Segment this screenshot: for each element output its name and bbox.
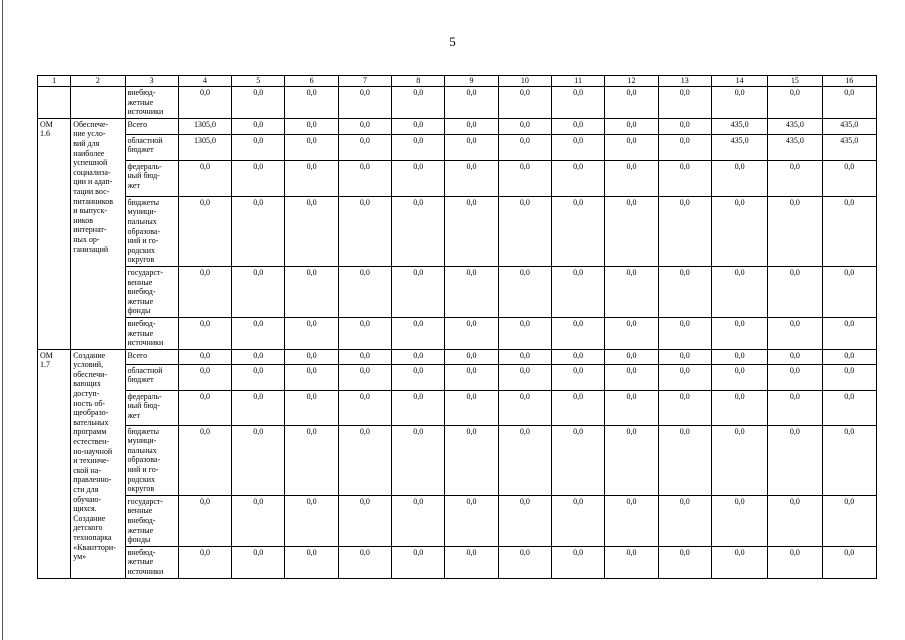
value-cell-col-9: 0,0 [445, 87, 498, 119]
measure-name [71, 87, 125, 119]
value-cell-col-8: 0,0 [392, 364, 445, 390]
value-cell-col-12: 0,0 [605, 87, 658, 119]
value-cell-col-5: 0,0 [232, 425, 285, 495]
value-cell-col-13: 0,0 [658, 546, 711, 578]
table-row [38, 266, 877, 317]
column-header-13: 13 [658, 76, 711, 87]
value-cell-col-12: 0,0 [605, 134, 658, 160]
value-cell-col-14: 0,0 [711, 364, 767, 390]
column-header-3: 3 [125, 76, 178, 87]
value-cell-col-13: 0,0 [658, 196, 711, 266]
table-row [38, 546, 877, 578]
value-cell-col-16: 0,0 [822, 266, 876, 317]
column-header-14: 14 [711, 76, 767, 87]
value-cell-col-8: 0,0 [392, 390, 445, 425]
value-cell-col-11: 0,0 [552, 160, 605, 196]
value-cell-col-4: 0,0 [178, 160, 231, 196]
value-cell-col-4: 0,0 [178, 266, 231, 317]
value-cell-col-9: 0,0 [445, 364, 498, 390]
funding-source: внебюд- жетные источники [125, 546, 178, 578]
value-cell-col-14: 435,0 [711, 118, 767, 134]
funding-source: государст- венные внебюд- жетные фонды [125, 495, 178, 546]
table-row [38, 317, 877, 349]
column-header-7: 7 [338, 76, 391, 87]
table-row [38, 425, 877, 495]
value-cell-col-15: 435,0 [768, 118, 822, 134]
value-cell-col-10: 0,0 [498, 546, 551, 578]
column-header-12: 12 [605, 76, 658, 87]
value-cell-col-9: 0,0 [445, 495, 498, 546]
value-cell-col-12: 0,0 [605, 349, 658, 364]
value-cell-col-15: 0,0 [768, 87, 822, 119]
column-header-16: 16 [822, 76, 876, 87]
value-cell-col-7: 0,0 [338, 317, 391, 349]
funding-source: федераль- ный бюд- жет [125, 390, 178, 425]
measure-name: Создание условий, обеспечи- вающих доступ- ность об- щеобразо- вательных программ естествен- но-научной и техниче- ской на- правленно- сти для обучаю- щихся. Создание детского технопарка «Кванттори- ум» [71, 349, 125, 578]
value-cell-col-11: 0,0 [552, 364, 605, 390]
value-cell-col-14: 0,0 [711, 160, 767, 196]
value-cell-col-6: 0,0 [285, 425, 338, 495]
value-cell-col-6: 0,0 [285, 495, 338, 546]
value-cell-col-8: 0,0 [392, 87, 445, 119]
value-cell-col-5: 0,0 [232, 134, 285, 160]
value-cell-col-12: 0,0 [605, 317, 658, 349]
value-cell-col-13: 0,0 [658, 87, 711, 119]
value-cell-col-11: 0,0 [552, 425, 605, 495]
table-row [38, 118, 877, 134]
column-header-5: 5 [232, 76, 285, 87]
value-cell-col-16: 435,0 [822, 134, 876, 160]
column-header-10: 10 [498, 76, 551, 87]
value-cell-col-7: 0,0 [338, 134, 391, 160]
value-cell-col-15: 435,0 [768, 134, 822, 160]
column-header-9: 9 [445, 76, 498, 87]
value-cell-col-4: 0,0 [178, 87, 231, 119]
value-cell-col-15: 0,0 [768, 425, 822, 495]
value-cell-col-5: 0,0 [232, 196, 285, 266]
value-cell-col-7: 0,0 [338, 118, 391, 134]
value-cell-col-13: 0,0 [658, 349, 711, 364]
value-cell-col-13: 0,0 [658, 390, 711, 425]
value-cell-col-11: 0,0 [552, 390, 605, 425]
value-cell-col-11: 0,0 [552, 118, 605, 134]
value-cell-col-10: 0,0 [498, 160, 551, 196]
value-cell-col-14: 0,0 [711, 390, 767, 425]
table-row [38, 160, 877, 196]
value-cell-col-13: 0,0 [658, 317, 711, 349]
value-cell-col-15: 0,0 [768, 196, 822, 266]
column-header-2: 2 [71, 76, 125, 87]
value-cell-col-5: 0,0 [232, 87, 285, 119]
value-cell-col-16: 0,0 [822, 196, 876, 266]
value-cell-col-10: 0,0 [498, 317, 551, 349]
value-cell-col-14: 0,0 [711, 266, 767, 317]
table-row [38, 390, 877, 425]
table-header-row [38, 76, 877, 87]
value-cell-col-8: 0,0 [392, 546, 445, 578]
measure-name: Обеспече- ние усло- вий для наиболее успешной социализа- ции и адап- тации вос- питанников и выпуск- ников интернат- ных ор- ганизаций [71, 118, 125, 349]
value-cell-col-7: 0,0 [338, 160, 391, 196]
value-cell-col-4: 0,0 [178, 546, 231, 578]
value-cell-col-12: 0,0 [605, 118, 658, 134]
value-cell-col-15: 0,0 [768, 317, 822, 349]
value-cell-col-6: 0,0 [285, 349, 338, 364]
page-number: 5 [449, 34, 456, 49]
value-cell-col-9: 0,0 [445, 349, 498, 364]
value-cell-col-6: 0,0 [285, 160, 338, 196]
table-row [38, 364, 877, 390]
column-header-11: 11 [552, 76, 605, 87]
value-cell-col-10: 0,0 [498, 87, 551, 119]
funding-source: бюджеты муници- пальных образова- ний и го- родских округов [125, 196, 178, 266]
funding-source: Всего [125, 118, 178, 134]
value-cell-col-7: 0,0 [338, 425, 391, 495]
value-cell-col-8: 0,0 [392, 425, 445, 495]
value-cell-col-13: 0,0 [658, 118, 711, 134]
funding-source: бюджеты муници- пальных образова- ний и го- родских округов [125, 425, 178, 495]
measure-code: ОМ 1.7 [38, 349, 71, 578]
value-cell-col-14: 0,0 [711, 546, 767, 578]
value-cell-col-9: 0,0 [445, 317, 498, 349]
value-cell-col-9: 0,0 [445, 134, 498, 160]
value-cell-col-6: 0,0 [285, 87, 338, 119]
column-header-1: 1 [38, 76, 71, 87]
value-cell-col-16: 0,0 [822, 160, 876, 196]
value-cell-col-9: 0,0 [445, 390, 498, 425]
value-cell-col-5: 0,0 [232, 390, 285, 425]
value-cell-col-4: 0,0 [178, 349, 231, 364]
value-cell-col-15: 0,0 [768, 160, 822, 196]
value-cell-col-16: 0,0 [822, 425, 876, 495]
value-cell-col-11: 0,0 [552, 317, 605, 349]
value-cell-col-15: 0,0 [768, 390, 822, 425]
table-row [38, 349, 877, 364]
value-cell-col-13: 0,0 [658, 134, 711, 160]
value-cell-col-12: 0,0 [605, 364, 658, 390]
value-cell-col-12: 0,0 [605, 546, 658, 578]
value-cell-col-13: 0,0 [658, 160, 711, 196]
value-cell-col-9: 0,0 [445, 118, 498, 134]
value-cell-col-13: 0,0 [658, 495, 711, 546]
value-cell-col-10: 0,0 [498, 364, 551, 390]
funding-source: внебюд- жетные источники [125, 87, 178, 119]
value-cell-col-5: 0,0 [232, 160, 285, 196]
value-cell-col-10: 0,0 [498, 266, 551, 317]
value-cell-col-4: 0,0 [178, 425, 231, 495]
value-cell-col-10: 0,0 [498, 495, 551, 546]
value-cell-col-12: 0,0 [605, 266, 658, 317]
value-cell-col-9: 0,0 [445, 546, 498, 578]
value-cell-col-14: 0,0 [711, 495, 767, 546]
value-cell-col-8: 0,0 [392, 495, 445, 546]
value-cell-col-5: 0,0 [232, 118, 285, 134]
value-cell-col-10: 0,0 [498, 425, 551, 495]
value-cell-col-14: 435,0 [711, 134, 767, 160]
value-cell-col-10: 0,0 [498, 118, 551, 134]
value-cell-col-9: 0,0 [445, 425, 498, 495]
value-cell-col-15: 0,0 [768, 546, 822, 578]
value-cell-col-4: 0,0 [178, 317, 231, 349]
column-header-6: 6 [285, 76, 338, 87]
value-cell-col-5: 0,0 [232, 364, 285, 390]
value-cell-col-10: 0,0 [498, 349, 551, 364]
value-cell-col-6: 0,0 [285, 546, 338, 578]
funding-source: Всего [125, 349, 178, 364]
value-cell-col-11: 0,0 [552, 546, 605, 578]
value-cell-col-7: 0,0 [338, 546, 391, 578]
value-cell-col-4: 0,0 [178, 196, 231, 266]
value-cell-col-9: 0,0 [445, 160, 498, 196]
value-cell-col-8: 0,0 [392, 196, 445, 266]
value-cell-col-4: 1305,0 [178, 134, 231, 160]
value-cell-col-6: 0,0 [285, 390, 338, 425]
measure-code: ОМ 1.6 [38, 118, 71, 349]
value-cell-col-11: 0,0 [552, 349, 605, 364]
funding-source: внебюд- жетные источники [125, 317, 178, 349]
value-cell-col-14: 0,0 [711, 317, 767, 349]
table-body [38, 87, 877, 579]
value-cell-col-8: 0,0 [392, 349, 445, 364]
value-cell-col-10: 0,0 [498, 390, 551, 425]
table-row [38, 196, 877, 266]
value-cell-col-12: 0,0 [605, 160, 658, 196]
value-cell-col-7: 0,0 [338, 495, 391, 546]
value-cell-col-14: 0,0 [711, 349, 767, 364]
value-cell-col-5: 0,0 [232, 495, 285, 546]
value-cell-col-5: 0,0 [232, 546, 285, 578]
value-cell-col-16: 435,0 [822, 118, 876, 134]
page-edge-line [2, 0, 3, 640]
value-cell-col-13: 0,0 [658, 425, 711, 495]
funding-source: государст- венные внебюд- жетные фонды [125, 266, 178, 317]
value-cell-col-4: 0,0 [178, 364, 231, 390]
column-header-8: 8 [392, 76, 445, 87]
measure-code [38, 87, 71, 119]
table-row [38, 134, 877, 160]
value-cell-col-14: 0,0 [711, 196, 767, 266]
value-cell-col-7: 0,0 [338, 87, 391, 119]
value-cell-col-16: 0,0 [822, 87, 876, 119]
value-cell-col-4: 0,0 [178, 495, 231, 546]
value-cell-col-14: 0,0 [711, 87, 767, 119]
value-cell-col-7: 0,0 [338, 266, 391, 317]
value-cell-col-12: 0,0 [605, 425, 658, 495]
value-cell-col-14: 0,0 [711, 425, 767, 495]
value-cell-col-11: 0,0 [552, 266, 605, 317]
funding-source: областной бюджет [125, 364, 178, 390]
value-cell-col-16: 0,0 [822, 317, 876, 349]
value-cell-col-8: 0,0 [392, 317, 445, 349]
value-cell-col-16: 0,0 [822, 349, 876, 364]
value-cell-col-8: 0,0 [392, 118, 445, 134]
value-cell-col-15: 0,0 [768, 349, 822, 364]
table-row [38, 495, 877, 546]
value-cell-col-10: 0,0 [498, 196, 551, 266]
value-cell-col-6: 0,0 [285, 317, 338, 349]
value-cell-col-13: 0,0 [658, 266, 711, 317]
value-cell-col-6: 0,0 [285, 364, 338, 390]
value-cell-col-5: 0,0 [232, 349, 285, 364]
value-cell-col-8: 0,0 [392, 266, 445, 317]
funding-source: федераль- ный бюд- жет [125, 160, 178, 196]
value-cell-col-6: 0,0 [285, 134, 338, 160]
value-cell-col-7: 0,0 [338, 390, 391, 425]
column-header-4: 4 [178, 76, 231, 87]
value-cell-col-15: 0,0 [768, 364, 822, 390]
value-cell-col-5: 0,0 [232, 266, 285, 317]
value-cell-col-7: 0,0 [338, 349, 391, 364]
value-cell-col-11: 0,0 [552, 87, 605, 119]
table-row [38, 87, 877, 119]
value-cell-col-7: 0,0 [338, 196, 391, 266]
value-cell-col-12: 0,0 [605, 196, 658, 266]
value-cell-col-4: 0,0 [178, 390, 231, 425]
value-cell-col-16: 0,0 [822, 546, 876, 578]
value-cell-col-13: 0,0 [658, 364, 711, 390]
value-cell-col-12: 0,0 [605, 495, 658, 546]
value-cell-col-10: 0,0 [498, 134, 551, 160]
value-cell-col-8: 0,0 [392, 134, 445, 160]
budget-table [37, 75, 877, 579]
funding-source: областной бюджет [125, 134, 178, 160]
value-cell-col-5: 0,0 [232, 317, 285, 349]
value-cell-col-6: 0,0 [285, 196, 338, 266]
value-cell-col-15: 0,0 [768, 495, 822, 546]
value-cell-col-4: 1305,0 [178, 118, 231, 134]
value-cell-col-16: 0,0 [822, 364, 876, 390]
value-cell-col-11: 0,0 [552, 134, 605, 160]
value-cell-col-8: 0,0 [392, 160, 445, 196]
value-cell-col-9: 0,0 [445, 266, 498, 317]
value-cell-col-12: 0,0 [605, 390, 658, 425]
value-cell-col-6: 0,0 [285, 118, 338, 134]
value-cell-col-16: 0,0 [822, 495, 876, 546]
value-cell-col-11: 0,0 [552, 196, 605, 266]
value-cell-col-11: 0,0 [552, 495, 605, 546]
value-cell-col-16: 0,0 [822, 390, 876, 425]
value-cell-col-6: 0,0 [285, 266, 338, 317]
column-header-15: 15 [768, 76, 822, 87]
value-cell-col-15: 0,0 [768, 266, 822, 317]
value-cell-col-9: 0,0 [445, 196, 498, 266]
value-cell-col-7: 0,0 [338, 364, 391, 390]
